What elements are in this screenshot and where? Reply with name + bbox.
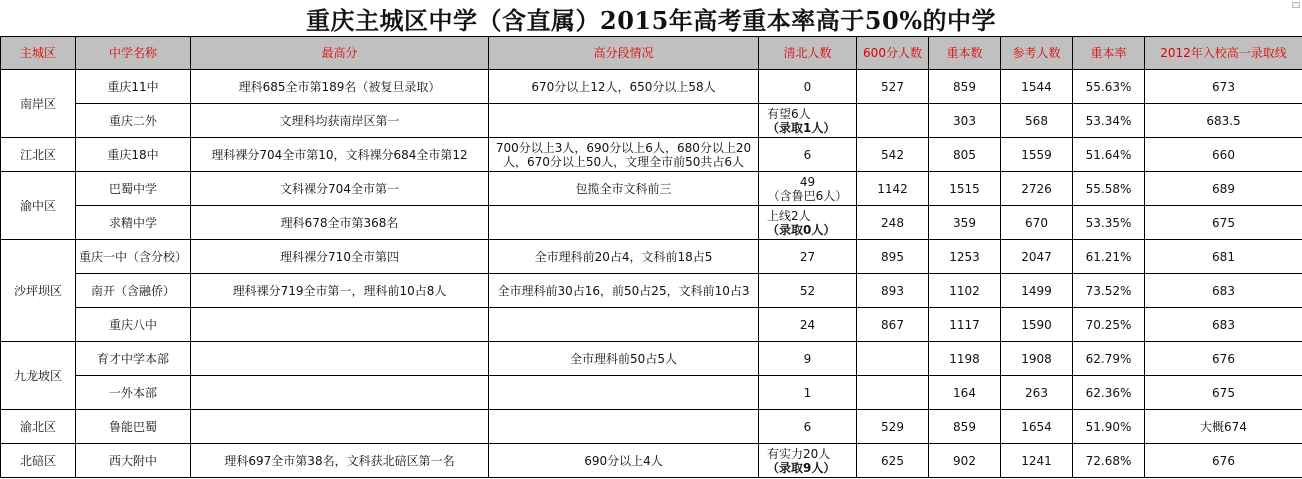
header-cell[interactable]: 重本率 <box>1073 37 1145 70</box>
top-score-cell[interactable]: 文科裸分704全市第一 <box>191 172 489 206</box>
school-cell[interactable]: 一外本部 <box>76 376 191 410</box>
score600-cell[interactable]: 1142 <box>857 172 929 206</box>
high-band-cell[interactable] <box>489 206 759 240</box>
school-cell[interactable]: 重庆八中 <box>76 308 191 342</box>
top-score-cell[interactable]: 理科685全市第189名（被复旦录取） <box>191 70 489 104</box>
qingbei-cell[interactable]: 0 <box>759 70 857 104</box>
school-cell[interactable]: 巴蜀中学 <box>76 172 191 206</box>
qingbei-cell[interactable]: 1 <box>759 376 857 410</box>
rate-cell[interactable]: 62.79% <box>1073 342 1145 376</box>
district-cell[interactable]: 北碚区 <box>1 444 76 478</box>
rate-cell[interactable]: 53.35% <box>1073 206 1145 240</box>
zhongben-cell[interactable]: 1102 <box>929 274 1001 308</box>
qingbei-main: 有实力20人 <box>767 446 831 461</box>
table-row <box>1 70 1302 104</box>
district-cell[interactable]: 渝北区 <box>1 410 76 444</box>
zhongben-cell[interactable]: 902 <box>929 444 1001 478</box>
high-band-cell[interactable]: 全市理科前50占5人 <box>489 342 759 376</box>
top-score-cell[interactable] <box>191 308 489 342</box>
high-band-cell[interactable]: 670分以上12人，650分以上58人 <box>489 70 759 104</box>
header-cell[interactable]: 高分段情况 <box>489 37 759 70</box>
high-band-cell[interactable]: 700分以上3人，690分以上6人，680分以上20人，670分以上50人，文理全市前50共占6人 <box>489 138 759 172</box>
admission-line-cell[interactable]: 683 <box>1145 308 1302 342</box>
district-cell[interactable]: 南岸区 <box>1 70 76 138</box>
score600-cell[interactable]: 248 <box>857 206 929 240</box>
top-score-cell[interactable]: 文理科均获南岸区第一 <box>191 104 489 138</box>
table-row <box>1 172 1302 206</box>
top-score-cell[interactable]: 理科裸分704全市第10，文科裸分684全市第12 <box>191 138 489 172</box>
table-row <box>1 376 1302 410</box>
top-score-cell[interactable]: 理科裸分719全市第一，理科前10占8人 <box>191 274 489 308</box>
header-cell[interactable]: 600分人数 <box>857 37 929 70</box>
qingbei-note: （录取0人） <box>767 222 836 237</box>
qingbei-cell[interactable] <box>759 206 857 240</box>
header-cell[interactable]: 中学名称 <box>76 37 191 70</box>
admission-line-cell[interactable]: 689 <box>1145 172 1302 206</box>
sheet-title: 重庆主城区中学（含直属）2015年高考重本率高于50%的中学 <box>306 5 996 35</box>
zhongben-cell[interactable]: 859 <box>929 410 1001 444</box>
zhongben-cell[interactable]: 1117 <box>929 308 1001 342</box>
candidates-cell[interactable]: 263 <box>1001 376 1073 410</box>
top-score-cell[interactable] <box>191 410 489 444</box>
header-cell[interactable]: 参考人数 <box>1001 37 1073 70</box>
candidates-cell[interactable]: 1559 <box>1001 138 1073 172</box>
table-row <box>1 104 1302 138</box>
header-cell[interactable]: 清北人数 <box>759 37 857 70</box>
high-band-cell[interactable]: 全市理科前20占4，文科前18占5 <box>489 240 759 274</box>
candidates-cell[interactable]: 1544 <box>1001 70 1073 104</box>
high-band-cell[interactable]: 包揽全市文科前三 <box>489 172 759 206</box>
table-row <box>1 206 1302 240</box>
admission-line-cell[interactable]: 675 <box>1145 206 1302 240</box>
admission-line-cell[interactable]: 683 <box>1145 274 1302 308</box>
zhongben-cell[interactable]: 805 <box>929 138 1001 172</box>
rate-cell[interactable]: 72.68% <box>1073 444 1145 478</box>
score600-cell[interactable] <box>857 104 929 138</box>
school-cell[interactable]: 南开（含融侨） <box>76 274 191 308</box>
header-cell[interactable]: 2012年入校高一录取线 <box>1145 37 1302 70</box>
qingbei-main: 49 <box>799 174 816 189</box>
district-cell[interactable]: 沙坪坝区 <box>1 240 76 342</box>
rate-cell[interactable]: 51.64% <box>1073 138 1145 172</box>
table-row <box>1 138 1302 172</box>
school-cell[interactable]: 重庆18中 <box>76 138 191 172</box>
table-row <box>1 410 1302 444</box>
school-cell[interactable]: 重庆一中（含分校） <box>76 240 191 274</box>
high-band-cell[interactable] <box>489 376 759 410</box>
candidates-cell[interactable]: 1499 <box>1001 274 1073 308</box>
qingbei-cell[interactable]: 24 <box>759 308 857 342</box>
admission-line-cell[interactable]: 673 <box>1145 70 1302 104</box>
candidates-cell[interactable]: 670 <box>1001 206 1073 240</box>
admission-line-cell[interactable]: 676 <box>1145 444 1302 478</box>
header-cell[interactable]: 最高分 <box>191 37 489 70</box>
header-row <box>1 37 1302 70</box>
top-score-cell[interactable] <box>191 342 489 376</box>
zhongben-cell[interactable]: 303 <box>929 104 1001 138</box>
zhongben-cell[interactable]: 1253 <box>929 240 1001 274</box>
rate-cell[interactable]: 53.34% <box>1073 104 1145 138</box>
table-row <box>1 444 1302 478</box>
rate-cell[interactable]: 51.90% <box>1073 410 1145 444</box>
header-cell[interactable]: 重本数 <box>929 37 1001 70</box>
high-band-cell[interactable] <box>489 104 759 138</box>
qingbei-note: （含鲁巴6人） <box>767 188 848 203</box>
candidates-cell[interactable]: 1241 <box>1001 444 1073 478</box>
rate-cell[interactable]: 55.58% <box>1073 172 1145 206</box>
qingbei-cell[interactable] <box>759 444 857 478</box>
high-band-cell[interactable]: 690分以上4人 <box>489 444 759 478</box>
candidates-cell[interactable]: 2047 <box>1001 240 1073 274</box>
score600-cell[interactable]: 542 <box>857 138 929 172</box>
candidates-cell[interactable]: 568 <box>1001 104 1073 138</box>
candidates-cell[interactable]: 1908 <box>1001 342 1073 376</box>
rate-cell[interactable]: 70.25% <box>1073 308 1145 342</box>
rate-cell[interactable]: 73.52% <box>1073 274 1145 308</box>
table-row <box>1 240 1302 274</box>
district-cell[interactable]: 九龙坡区 <box>1 342 76 410</box>
district-cell[interactable]: 渝中区 <box>1 172 76 240</box>
qingbei-cell[interactable]: 6 <box>759 410 857 444</box>
zhongben-cell[interactable]: 164 <box>929 376 1001 410</box>
top-score-cell[interactable]: 理科裸分710全市第四 <box>191 240 489 274</box>
top-score-cell[interactable]: 理科678全市第368名 <box>191 206 489 240</box>
qingbei-note: （录取1人） <box>767 120 836 135</box>
qingbei-note: （录取9人） <box>767 460 836 475</box>
candidates-cell[interactable]: 2726 <box>1001 172 1073 206</box>
score600-cell[interactable]: 529 <box>857 410 929 444</box>
score600-cell[interactable]: 527 <box>857 70 929 104</box>
school-table <box>0 36 1302 478</box>
high-band-cell[interactable]: 全市理科前30占16，前50占25，文科前10占3 <box>489 274 759 308</box>
qingbei-main: 有望6人 <box>767 106 811 121</box>
top-score-cell[interactable]: 理科697全市第38名，文科获北碚区第一名 <box>191 444 489 478</box>
admission-line-cell[interactable]: 676 <box>1145 342 1302 376</box>
admission-line-cell[interactable]: 660 <box>1145 138 1302 172</box>
zhongben-cell[interactable]: 859 <box>929 70 1001 104</box>
header-cell[interactable]: 主城区 <box>1 37 76 70</box>
admission-line-cell[interactable]: 大概674 <box>1145 410 1302 444</box>
table-row <box>1 342 1302 376</box>
district-cell[interactable]: 江北区 <box>1 138 76 172</box>
zhongben-cell[interactable]: 1515 <box>929 172 1001 206</box>
qingbei-cell[interactable] <box>759 104 857 138</box>
score600-cell[interactable]: 867 <box>857 308 929 342</box>
candidates-cell[interactable]: 1654 <box>1001 410 1073 444</box>
admission-line-cell[interactable]: 681 <box>1145 240 1302 274</box>
rate-cell[interactable]: 61.21% <box>1073 240 1145 274</box>
high-band-cell[interactable] <box>489 410 759 444</box>
high-band-cell[interactable] <box>489 308 759 342</box>
score600-cell[interactable]: 625 <box>857 444 929 478</box>
school-cell[interactable]: 西大附中 <box>76 444 191 478</box>
school-cell[interactable]: 鲁能巴蜀 <box>76 410 191 444</box>
top-score-cell[interactable] <box>191 376 489 410</box>
score600-cell[interactable]: 895 <box>857 240 929 274</box>
qingbei-cell[interactable] <box>759 172 857 206</box>
qingbei-main: 上线2人 <box>767 208 811 223</box>
score600-cell[interactable] <box>857 342 929 376</box>
score600-cell[interactable] <box>857 376 929 410</box>
school-cell[interactable]: 重庆11中 <box>76 70 191 104</box>
admission-line-cell[interactable]: 675 <box>1145 376 1302 410</box>
qingbei-cell[interactable]: 52 <box>759 274 857 308</box>
rate-cell[interactable]: 55.63% <box>1073 70 1145 104</box>
zhongben-cell[interactable]: 359 <box>929 206 1001 240</box>
table-row <box>1 308 1302 342</box>
rate-cell[interactable]: 62.36% <box>1073 376 1145 410</box>
candidates-cell[interactable]: 1590 <box>1001 308 1073 342</box>
school-cell[interactable]: 重庆二外 <box>76 104 191 138</box>
qingbei-cell[interactable]: 9 <box>759 342 857 376</box>
school-cell[interactable]: 求精中学 <box>76 206 191 240</box>
zhongben-cell[interactable]: 1198 <box>929 342 1001 376</box>
admission-line-cell[interactable]: 683.5 <box>1145 104 1302 138</box>
qingbei-cell[interactable]: 6 <box>759 138 857 172</box>
qingbei-cell[interactable]: 27 <box>759 240 857 274</box>
school-cell[interactable]: 育才中学本部 <box>76 342 191 376</box>
table-row <box>1 274 1302 308</box>
score600-cell[interactable]: 893 <box>857 274 929 308</box>
